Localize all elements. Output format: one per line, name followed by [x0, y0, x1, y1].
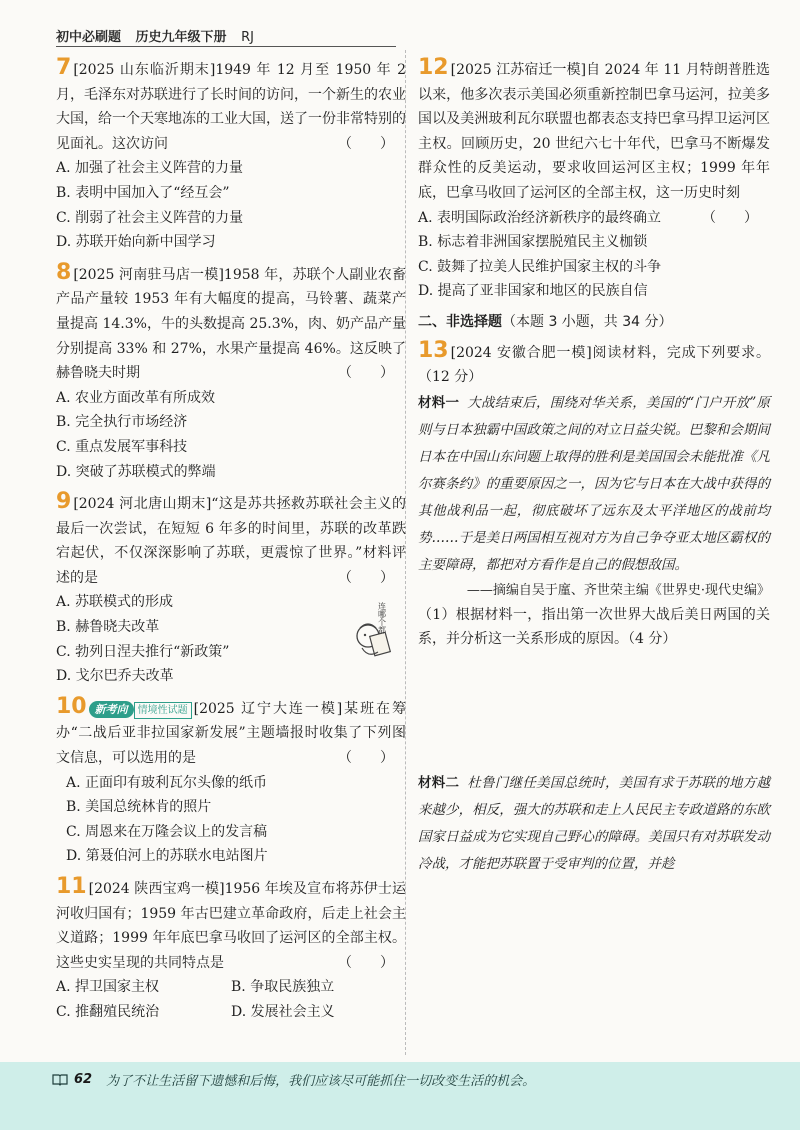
option-b[interactable]: B. 完全执行市场经济 — [56, 414, 188, 431]
question-stem: [2025 江苏宿迁一模]自 2024 年 11 月特朗普胜选以来，他多次表示美国必须重新控制巴拿马运河，拉美多国以及美洲玻利瓦尔联盟也都表态支持巴拿马捍卫运河区主权。回顾历史，20 世纪六七十年代，巴拿马不断爆发群众性的反美运动，要求收回运河区主权；1999 年年底，巴拿马收回了运河区的全部主权，这一历史时刻 — [418, 62, 770, 201]
answer-paren[interactable]: （ ） — [338, 569, 394, 586]
option-c[interactable]: C. 周恩来在万隆会议上的发言稿 — [66, 823, 268, 840]
question-stem: [2024 陕西宝鸡一模]1956 年埃及宣布将苏伊士运河收归国有；1959 年古巴建立革命政府，后走上社会主义道路；1999 年年底巴拿马收回了运河区的全部主权。这些史实呈现的共同特点是 — [56, 881, 406, 971]
answer-paren[interactable]: （ ） — [338, 135, 394, 152]
question-stem: [2024 安徽合肥一模]阅读材料，完成下列要求。（12 分） — [418, 344, 770, 386]
option-d[interactable]: D. 发展社会主义 — [231, 1003, 335, 1020]
question-stem: [2025 山东临沂期末]1949 年 12 月至 1950 年 2 月，毛泽东对苏联进行了长时间的访问，一个新生的农业大国，给一个天寒地冻的工业大国，送了一份非常特别的见面礼。这次访问 — [56, 62, 406, 152]
option-d[interactable]: D. 提高了亚非国家和地区的民族自信 — [418, 283, 648, 300]
book-title: 初中必刷题 — [56, 30, 122, 45]
option-d[interactable]: D. 第聂伯河上的苏联水电站图片 — [66, 848, 268, 865]
option-b[interactable]: B. 表明中国加入了“经互会” — [56, 184, 230, 201]
option-a[interactable]: A. 农业方面改革有所成效 — [56, 389, 216, 406]
question-stem: [2024 河北唐山期末]“这是苏共拯救苏联社会主义的最后一次尝试，在短短 6 年多的时间里，苏联的改革跌宕起伏，不仅深深影响了苏联，更震惊了世界。”材料评述的是 — [56, 496, 406, 586]
header-rule — [56, 46, 396, 47]
question-number: 10 — [56, 693, 87, 719]
option-c[interactable]: C. 削弱了社会主义阵营的力量 — [56, 209, 244, 226]
option-b[interactable]: B. 赫鲁晓夫改革 — [56, 619, 160, 636]
option-d[interactable]: D. 突破了苏联模式的弊端 — [56, 463, 216, 480]
question-12 — [418, 56, 770, 304]
option-a[interactable]: A. 苏联模式的形成 — [56, 594, 174, 611]
material-label: 材料二 — [418, 774, 460, 791]
question-number: 7 — [56, 55, 72, 80]
cartoon-reader-icon — [338, 598, 398, 666]
option-a[interactable]: A. 捍卫国家主权 — [56, 979, 160, 996]
doodle-caption: 连哪个都 — [377, 602, 387, 634]
section-title: 二、非选择题 — [418, 313, 502, 330]
section-heading — [418, 310, 770, 335]
question-number: 11 — [56, 874, 87, 899]
right-column — [418, 56, 770, 884]
question-number: 12 — [418, 55, 449, 80]
option-a[interactable]: A. 表明国际政治经济新秩序的最终确立 — [418, 209, 662, 226]
answer-paren[interactable]: （ ） — [338, 750, 394, 767]
material-one — [418, 390, 770, 579]
option-b[interactable]: B. 标志着非洲国家摆脱殖民主义枷锁 — [418, 234, 648, 251]
option-d[interactable]: D. 苏联开始向新中国学习 — [56, 234, 216, 251]
option-c[interactable]: C. 推翻殖民统治 — [56, 1003, 160, 1020]
question-8 — [56, 261, 406, 484]
option-b[interactable]: B. 美国总统林肯的照片 — [66, 799, 212, 816]
material-source: ——摘编自吴于廑、齐世荣主编《世界史·现代史编》 — [466, 582, 770, 598]
left-column — [56, 56, 406, 1031]
option-b[interactable]: B. 争取民族独立 — [231, 979, 335, 996]
question-number: 9 — [56, 489, 72, 515]
question-type-badge: 情境性试题 — [134, 702, 192, 719]
question-stem: [2025 辽宁大连一模]某班在筹办“二战后亚非拉国家新发展”主题墙报时收集了下列图文信息，可以选用的是 — [56, 700, 406, 767]
question-number: 8 — [56, 259, 72, 285]
edition-label: RJ — [241, 30, 254, 45]
question-7 — [56, 56, 406, 255]
material-two — [418, 770, 770, 878]
footer-motto: 为了不让生活留下遗憾和后悔，我们应该尽可能抓住一切改变生活的机会。 — [106, 1074, 536, 1089]
option-a[interactable]: A. 正面印有玻利瓦尔头像的纸币 — [66, 774, 268, 791]
material-text: 杜鲁门继任美国总统时，美国有求于苏联的地方越来越少，相反，强大的苏联和走上人民民主专政道路的东欧国家日益成为它实现自己野心的障碍。美国只有对苏联发动冷战，才能把苏联置于受审判的位置，并趁 — [418, 774, 770, 872]
page-footer — [0, 1062, 800, 1130]
book-icon — [52, 1073, 68, 1086]
option-c[interactable]: C. 鼓舞了拉美人民维护国家主权的斗争 — [418, 258, 662, 275]
question-stem: [2025 河南驻马店一模]1958 年，苏联个人副业农畜产品产量较 1953 年有大幅度的提高，马铃薯、蔬菜产量提高 14.3%，牛的头数提高 25.3%，肉、奶产品产量分别提高 33% 和 27%，水果产量提高 46%。这反映了赫鲁晓夫时期 — [56, 266, 406, 382]
section-note: （本题 3 小题，共 34 分） — [502, 313, 673, 330]
answer-space[interactable] — [418, 652, 770, 770]
option-d[interactable]: D. 戈尔巴乔夫改革 — [56, 668, 174, 685]
option-c[interactable]: C. 勃列日涅夫推行“新政策” — [56, 643, 230, 660]
question-10 — [56, 695, 406, 869]
material-text: 大战结束后，围绕对华关系，美国的“门户开放”原则与日本独霸中国政策之间的对立日益尖锐。巴黎和会期间日本在中国山东问题上取得的胜利是美国国会未能批准《凡尔赛条约》的重要原因之一，因为它与日本在大战中获得的其他战利品一起，彻底破坏了远东及太平洋地区的战前均势……于是美日两国相互视对方为自己争夺亚太地区霸权的主要障碍，都把对方看作是自己的假想敌国。 — [418, 394, 770, 573]
question-13 — [418, 339, 770, 878]
material-label: 材料一 — [418, 394, 460, 411]
page-number: 62 — [74, 1072, 93, 1087]
subject-title: 历史九年级下册 — [135, 30, 227, 45]
new-trend-badge: 新考向 — [89, 701, 134, 718]
answer-paren[interactable]: （ ） — [338, 954, 394, 971]
sub-question-1: （1）根据材料一，指出第一次世界大战后美日两国的关系，并分析这一关系形成的原因。（4 分） — [418, 606, 770, 648]
question-number: 13 — [418, 337, 449, 363]
answer-paren[interactable]: （ ） — [338, 365, 394, 382]
page-header — [56, 26, 264, 45]
answer-paren[interactable]: （ ） — [702, 209, 758, 226]
option-c[interactable]: C. 重点发展军事科技 — [56, 438, 188, 455]
question-11 — [56, 875, 406, 1025]
option-a[interactable]: A. 加强了社会主义阵营的力量 — [56, 160, 244, 177]
